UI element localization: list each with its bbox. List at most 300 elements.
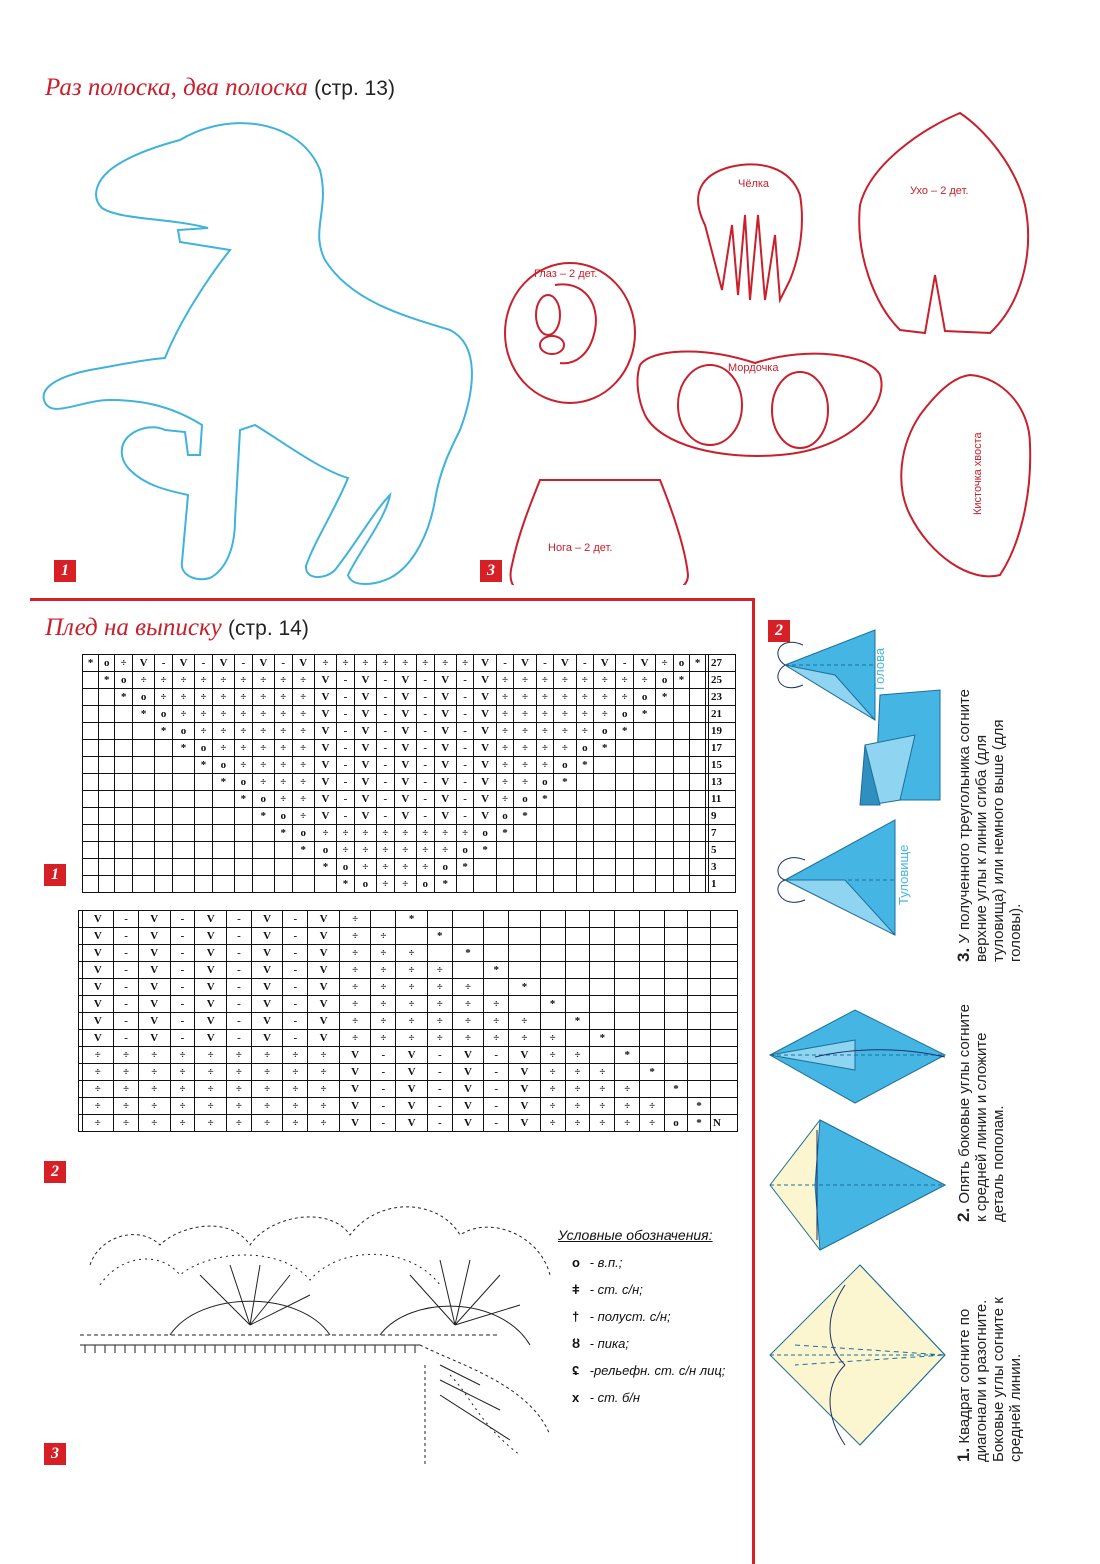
chart-cell: - — [456, 723, 474, 740]
chart-cell: ÷ — [195, 1081, 227, 1098]
chart-cell: * — [576, 757, 594, 774]
chart-cell: ÷ — [251, 1047, 283, 1064]
chart-cell: * — [509, 979, 541, 996]
chart-cell — [554, 808, 576, 825]
chart-cell — [690, 706, 706, 723]
chart-cell: V — [434, 757, 456, 774]
chart-cell — [554, 859, 576, 876]
chart-cell: ÷ — [565, 1064, 590, 1081]
chart-cell: ÷ — [251, 1064, 283, 1081]
chart-cell: V — [474, 706, 496, 723]
chart-cell: o — [195, 740, 213, 757]
chart-cell: ÷ — [496, 689, 514, 706]
chart-cell — [83, 808, 99, 825]
chart-cell: ÷ — [396, 979, 428, 996]
chart-cell: * — [427, 928, 452, 945]
chart-cell: - — [416, 672, 434, 689]
chart-cell — [99, 774, 115, 791]
chart-cell: V — [474, 723, 496, 740]
chart-cell: V — [474, 689, 496, 706]
chart-cell: ÷ — [416, 859, 434, 876]
chart-cell: - — [536, 655, 554, 672]
chart-cell: ÷ — [540, 1030, 565, 1047]
chart-cell: ÷ — [484, 1030, 509, 1047]
chart-cell: - — [456, 689, 474, 706]
chart-row — [83, 672, 736, 689]
chart-cell: ÷ — [536, 740, 554, 757]
chart-cell — [83, 689, 99, 706]
chart-cell: - — [377, 808, 395, 825]
chart-cell: - — [427, 1081, 452, 1098]
chart-cell: V — [633, 655, 655, 672]
chart-cell: V — [172, 655, 194, 672]
chart-cell: V — [308, 928, 340, 945]
chart-cell — [155, 774, 173, 791]
chart-cell — [132, 876, 154, 893]
chart-cell: V — [195, 962, 227, 979]
chart-cell: - — [170, 996, 195, 1013]
chart-cell: ÷ — [514, 757, 536, 774]
chart-cell: V — [314, 672, 336, 689]
chart-cell: - — [114, 1013, 139, 1030]
chart-cell: V — [308, 911, 340, 928]
chart-cell — [640, 1081, 665, 1098]
chart-cell — [99, 706, 115, 723]
chart-cell: V — [314, 757, 336, 774]
chart-row — [79, 1098, 738, 1115]
chart-cell: V — [138, 945, 170, 962]
chart-cell: V — [396, 1064, 428, 1081]
chart-cell: ÷ — [427, 979, 452, 996]
chart-cell: - — [337, 774, 355, 791]
chart-cell — [99, 876, 115, 893]
chart-cell — [172, 876, 194, 893]
origami-diagrams — [765, 625, 965, 1475]
chart-cell: - — [337, 791, 355, 808]
chart-cell: V — [354, 774, 376, 791]
chart-cell: * — [594, 740, 616, 757]
chart-cell: V — [394, 791, 416, 808]
origami-step2-a — [770, 1010, 945, 1103]
chart-cell: ÷ — [235, 757, 253, 774]
chart-row — [83, 723, 736, 740]
chart-cell: ÷ — [354, 655, 376, 672]
chart-cell: ÷ — [396, 962, 428, 979]
chart-cell — [484, 911, 509, 928]
chart-cell: ÷ — [536, 757, 554, 774]
chart-cell: V — [354, 706, 376, 723]
chart-cell: ÷ — [337, 842, 355, 859]
chart-cell: ÷ — [615, 1098, 640, 1115]
chart-cell: - — [114, 928, 139, 945]
chart-cell — [484, 979, 509, 996]
chart-row — [83, 757, 736, 774]
chart-cell: ÷ — [274, 723, 292, 740]
chart-cell — [690, 825, 706, 842]
chart-cell: ÷ — [484, 996, 509, 1013]
chart-cell: V — [434, 706, 456, 723]
chart-cell — [452, 928, 484, 945]
chart-cell: ÷ — [594, 672, 616, 689]
chart-cell: - — [484, 1047, 509, 1064]
chart-cell: V — [138, 979, 170, 996]
chart-cell: - — [226, 1030, 251, 1047]
chart-cell: - — [416, 723, 434, 740]
chart-cell: - — [283, 962, 308, 979]
chart-cell: * — [212, 774, 234, 791]
chart-cell — [427, 911, 452, 928]
chart-cell: V — [394, 706, 416, 723]
muzzle-label: Мордочка — [728, 362, 779, 374]
chart-cell: ÷ — [616, 672, 634, 689]
chart-cell: ÷ — [274, 740, 292, 757]
chart-cell — [673, 825, 689, 842]
chart-cell: V — [251, 1013, 283, 1030]
chart-cell: - — [416, 706, 434, 723]
chart-cell — [195, 808, 213, 825]
chart-cell: ÷ — [283, 1098, 308, 1115]
chart-cell: - — [377, 791, 395, 808]
chart-cell — [640, 962, 665, 979]
chart-cell — [99, 723, 115, 740]
chart-cell: - — [416, 808, 434, 825]
chart-cell — [656, 706, 674, 723]
chart-cell: ÷ — [576, 672, 594, 689]
chart-cell: * — [83, 655, 99, 672]
chart-cell — [687, 1030, 710, 1047]
chart-cell — [155, 825, 173, 842]
chart-cell: ÷ — [456, 825, 474, 842]
chart-cell: ÷ — [536, 723, 554, 740]
section1-page-ref: (стр. 13) — [314, 77, 395, 100]
chart-cell: - — [456, 791, 474, 808]
chart-cell: - — [170, 928, 195, 945]
chart-cell — [665, 1098, 688, 1115]
chart-cell: - — [283, 911, 308, 928]
chart-cell: V — [314, 808, 336, 825]
chart-cell — [594, 791, 616, 808]
chart-cell: ÷ — [371, 1013, 396, 1030]
chart-cell — [640, 1030, 665, 1047]
tail-piece — [901, 375, 1030, 576]
chart-cell: - — [337, 757, 355, 774]
chart-cell: * — [396, 911, 428, 928]
chart-cell: ÷ — [496, 706, 514, 723]
chart-cell: o — [416, 876, 434, 893]
origami-step2-b — [770, 1120, 945, 1250]
chart-row — [79, 979, 738, 996]
chart-cell: V — [308, 1013, 340, 1030]
chart-cell: ÷ — [509, 1030, 541, 1047]
chart-cell — [633, 876, 655, 893]
chart-cell: V — [452, 1064, 484, 1081]
chart-cell — [292, 859, 314, 876]
chart-cell: * — [274, 825, 292, 842]
chart-cell: * — [132, 706, 154, 723]
chart-cell: ÷ — [416, 842, 434, 859]
chart-cell: * — [496, 825, 514, 842]
chart-cell: V — [396, 1047, 428, 1064]
section2-title-text: Плед на выписку — [45, 614, 222, 641]
chart-cell: ÷ — [540, 1115, 565, 1132]
chart-cell — [616, 774, 634, 791]
chart-cell — [132, 842, 154, 859]
chart-cell: o — [456, 842, 474, 859]
chart-cell: - — [456, 808, 474, 825]
chart-cell — [514, 842, 536, 859]
chart-row — [79, 1064, 738, 1081]
chart-cell: ÷ — [371, 979, 396, 996]
chart-row — [83, 876, 736, 893]
section1-marker-3: 3 — [480, 560, 502, 582]
chart-cell — [690, 791, 706, 808]
chart-cell: ÷ — [565, 1081, 590, 1098]
chart-cell: ÷ — [212, 740, 234, 757]
chart-cell: V — [452, 1081, 484, 1098]
chart-cell — [115, 808, 133, 825]
chart-cell: ÷ — [590, 1081, 615, 1098]
chart-cell: ÷ — [456, 655, 474, 672]
chart-cell — [616, 757, 634, 774]
chart-cell: V — [339, 1047, 371, 1064]
chart-cell: ÷ — [283, 1064, 308, 1081]
chart-cell — [83, 740, 99, 757]
chart-cell — [665, 979, 688, 996]
chart-cell: - — [576, 655, 594, 672]
chart-cell — [235, 842, 253, 859]
chart-cell — [155, 740, 173, 757]
chart-cell: o — [514, 791, 536, 808]
chart-cell: ÷ — [138, 1081, 170, 1098]
chart-cell — [565, 911, 590, 928]
chart-cell — [427, 945, 452, 962]
chart-cell: V — [434, 723, 456, 740]
chart-cell — [590, 962, 615, 979]
chart-cell: - — [456, 706, 474, 723]
chart-cell — [640, 979, 665, 996]
chart-cell: V — [195, 911, 227, 928]
chart-cell: V — [195, 1013, 227, 1030]
chart-cell: V — [396, 1081, 428, 1098]
chart-cell: ÷ — [514, 774, 536, 791]
chart-cell: ÷ — [292, 774, 314, 791]
chart-cell: o — [665, 1115, 688, 1132]
chart-cell: - — [226, 979, 251, 996]
chart-cell: V — [314, 706, 336, 723]
chart-cell — [99, 842, 115, 859]
chart-cell: - — [371, 1081, 396, 1098]
tail-label: Кисточка хвоста — [972, 432, 984, 515]
chart-cell: ÷ — [155, 672, 173, 689]
chart-cell: * — [656, 689, 674, 706]
chart-cell — [590, 1047, 615, 1064]
chart-cell: V — [195, 996, 227, 1013]
chart-cell — [616, 876, 634, 893]
chart-cell: ÷ — [308, 1064, 340, 1081]
chart-cell: ÷ — [252, 672, 274, 689]
chart-cell — [536, 808, 554, 825]
chart-cell: ÷ — [514, 740, 536, 757]
chart-cell — [274, 859, 292, 876]
chart-cell: ÷ — [308, 1115, 340, 1132]
chart-row-number: 15 — [709, 757, 736, 774]
chart-cell — [665, 928, 688, 945]
chart-cell: ÷ — [427, 1013, 452, 1030]
chart-cell: ÷ — [590, 1098, 615, 1115]
chart-cell: - — [283, 1030, 308, 1047]
chart-cell: ÷ — [540, 1098, 565, 1115]
chart-row — [79, 1081, 738, 1098]
chart-row-number: 7 — [709, 825, 736, 842]
section2-marker-1: 1 — [44, 864, 66, 886]
chart-cell: ÷ — [138, 1064, 170, 1081]
chart-cell — [687, 928, 710, 945]
chart-cell: ÷ — [536, 689, 554, 706]
chart-cell: - — [235, 655, 253, 672]
chart-cell — [673, 740, 689, 757]
chart-cell — [235, 825, 253, 842]
chart-cell: ÷ — [115, 655, 133, 672]
chart-cell: o — [337, 859, 355, 876]
chart-cell — [132, 825, 154, 842]
chart-cell: V — [82, 911, 114, 928]
chart-cell: * — [484, 962, 509, 979]
chart-cell: ÷ — [274, 757, 292, 774]
chart-cell — [594, 825, 616, 842]
chart-cell: ÷ — [427, 962, 452, 979]
chart-cell: - — [114, 996, 139, 1013]
chart-cell: ÷ — [337, 655, 355, 672]
chart-cell — [687, 979, 710, 996]
chart-cell: ÷ — [235, 740, 253, 757]
chart-cell: V — [434, 672, 456, 689]
section1-title-text: Раз полоска, два полоска — [45, 74, 308, 101]
chart-cell: * — [314, 859, 336, 876]
chart-cell — [132, 757, 154, 774]
chart-row — [79, 911, 738, 928]
chart-cell: o — [633, 689, 655, 706]
chart-cell: - — [371, 1115, 396, 1132]
chart-cell: ÷ — [226, 1047, 251, 1064]
chart-cell — [633, 808, 655, 825]
chart-cell: - — [377, 706, 395, 723]
chart-cell — [615, 996, 640, 1013]
chart-cell — [509, 928, 541, 945]
chart-cell: V — [554, 655, 576, 672]
chart-cell: - — [283, 979, 308, 996]
chart-cell: V — [82, 1030, 114, 1047]
chart-cell — [594, 774, 616, 791]
chart-cell: V — [251, 928, 283, 945]
leg-piece — [511, 480, 688, 585]
chart-cell: o — [235, 774, 253, 791]
chart-cell — [474, 859, 496, 876]
chart-cell — [616, 740, 634, 757]
chart-row-number — [711, 979, 738, 996]
chart-cell: ÷ — [554, 706, 576, 723]
chart-cell — [252, 842, 274, 859]
chart-cell: o — [554, 757, 576, 774]
chart-cell: * — [292, 842, 314, 859]
chart-cell — [656, 791, 674, 808]
chart-cell: V — [474, 672, 496, 689]
origami-step1 — [770, 1265, 945, 1445]
origami-label-body: Туловище — [896, 844, 911, 905]
chart-cell — [252, 859, 274, 876]
chart-cell — [615, 1064, 640, 1081]
chart-cell — [673, 876, 689, 893]
chart-cell — [115, 842, 133, 859]
step-1-number: 1. — [954, 1447, 973, 1462]
chart-cell: ÷ — [339, 979, 371, 996]
chart-cell — [554, 825, 576, 842]
chart-cell: V — [82, 1013, 114, 1030]
chart-cell: V — [452, 1047, 484, 1064]
chart-cell: V — [434, 689, 456, 706]
chart-cell: ÷ — [339, 928, 371, 945]
chart-cell: ÷ — [496, 672, 514, 689]
chart-cell: ÷ — [616, 689, 634, 706]
chart-cell — [99, 825, 115, 842]
chart-cell: ÷ — [114, 1115, 139, 1132]
chart-cell: V — [394, 757, 416, 774]
chart-cell: V — [82, 979, 114, 996]
chart-cell — [633, 757, 655, 774]
chart-cell — [665, 1030, 688, 1047]
chart-cell: o — [274, 808, 292, 825]
chart-cell — [590, 945, 615, 962]
chart-cell: ÷ — [514, 723, 536, 740]
chart-cell — [155, 808, 173, 825]
chart-cell: ÷ — [394, 825, 416, 842]
chart-cell: o — [99, 655, 115, 672]
chart-cell: ÷ — [354, 825, 376, 842]
chart-cell: ÷ — [536, 706, 554, 723]
chart-cell — [83, 757, 99, 774]
chart-cell: ÷ — [251, 1081, 283, 1098]
chart-cell: - — [416, 740, 434, 757]
chart-cell: o — [212, 757, 234, 774]
chart-cell — [633, 842, 655, 859]
chart-cell — [615, 945, 640, 962]
chart-cell: ÷ — [292, 808, 314, 825]
legend-item — [572, 1255, 725, 1282]
chart-cell: V — [509, 1098, 541, 1115]
legend-text: -рельефн. ст. с/н лиц; — [589, 1363, 726, 1378]
chart-cell: ÷ — [396, 1030, 428, 1047]
chart-cell: - — [337, 689, 355, 706]
chart-cell: ÷ — [172, 689, 194, 706]
section2-title — [45, 614, 309, 642]
chart-cell: ÷ — [314, 655, 336, 672]
chart-cell: ÷ — [371, 962, 396, 979]
chart-cell: ÷ — [274, 706, 292, 723]
chart-cell: * — [540, 996, 565, 1013]
chart-cell: ÷ — [427, 996, 452, 1013]
chart-cell: ÷ — [496, 740, 514, 757]
legend-text: - полуст. с/н; — [589, 1309, 671, 1324]
chart-cell — [656, 757, 674, 774]
chart-cell — [687, 996, 710, 1013]
legend-item — [572, 1336, 725, 1363]
chart-cell — [509, 996, 541, 1013]
origami-body — [778, 820, 895, 935]
chart-cell: ÷ — [371, 928, 396, 945]
ear-piece — [859, 113, 1028, 333]
chart-row — [79, 945, 738, 962]
chart-cell: o — [474, 825, 496, 842]
chart-cell: ÷ — [377, 842, 395, 859]
